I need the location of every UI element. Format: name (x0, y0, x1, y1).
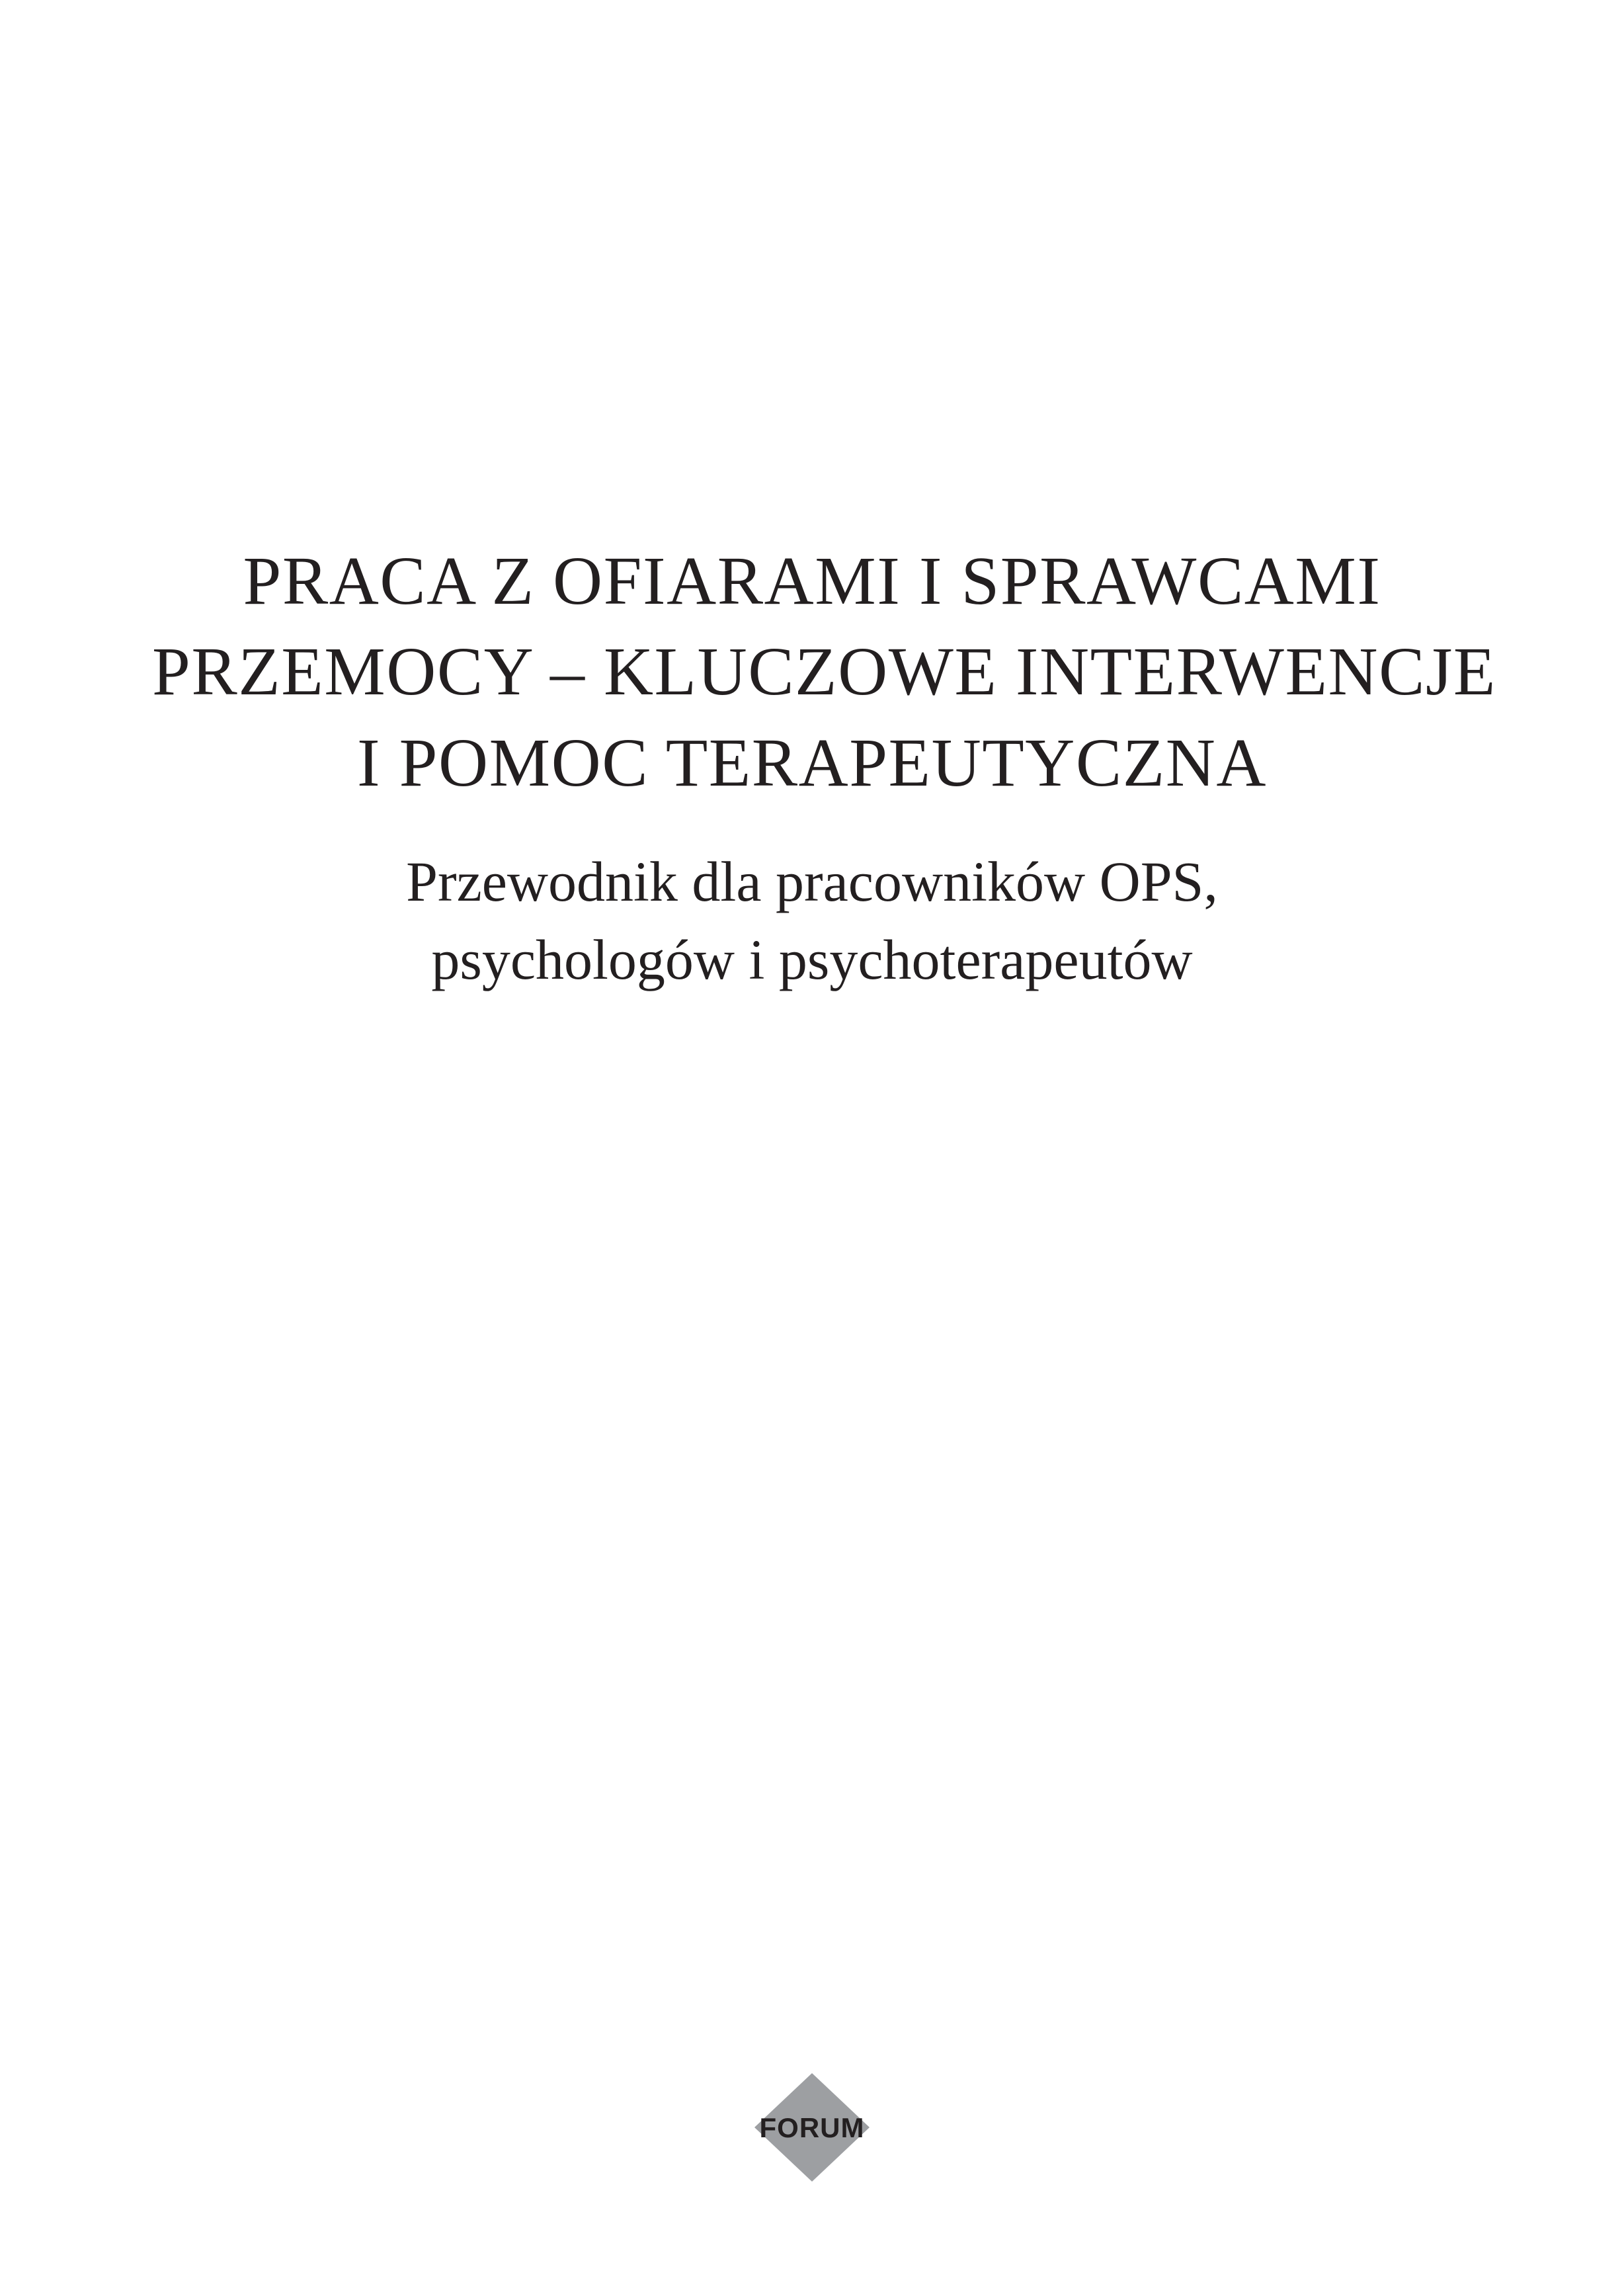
publisher-logo (726, 2058, 898, 2190)
title-block (0, 536, 1624, 999)
page-title-line-1: PRACA Z OFIARAMI I SPRAWCAMI (243, 543, 1381, 619)
page-subtitle-line-2: psychologów i psychoterapeutów (431, 928, 1193, 992)
page-subtitle-line-1: Przewodnik dla pracowników OPS, (406, 849, 1218, 913)
page-title-line-3: I POMOC TERAPEUTYCZNA (357, 724, 1267, 801)
page-title-line-2: PRZEMOCY – KLUCZOWE INTERWENCJE (152, 634, 1496, 710)
publisher-wordmark: FORUM (759, 2112, 865, 2143)
page-title (152, 536, 1496, 808)
diamond-logo-icon (729, 2061, 895, 2187)
page-subtitle (152, 842, 1472, 999)
